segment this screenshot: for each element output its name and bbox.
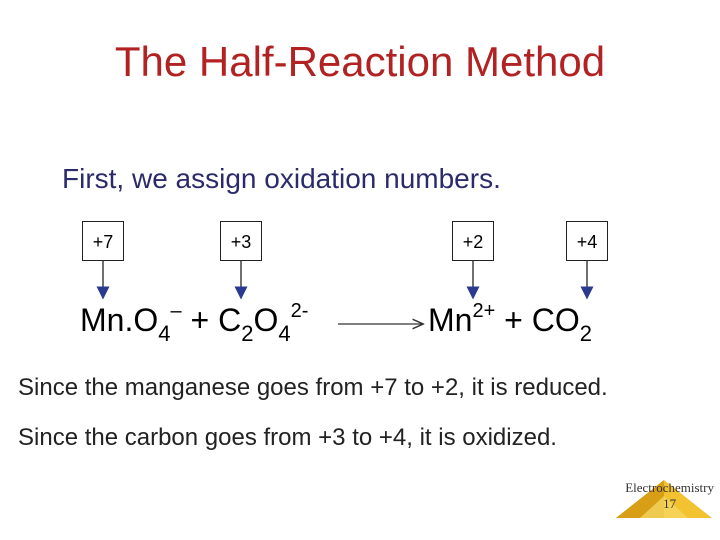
ox-number-box-mn-reactant: +7 <box>82 221 124 261</box>
oxalate-carbon: C <box>218 302 242 338</box>
carbon-dioxide-subscript: 2 <box>579 321 592 346</box>
carbon-dioxide: CO <box>531 302 580 338</box>
equation-reactants <box>80 300 308 347</box>
oxalate-oxygen: O <box>253 302 279 338</box>
plus-sign-products: + <box>504 302 523 338</box>
plus-sign-reactants: + <box>190 302 210 338</box>
ox-number-box-c-product: +4 <box>566 221 608 261</box>
footer-label <box>625 480 714 512</box>
slide-number: 17 <box>663 496 677 511</box>
manganese-ion-charge: 2+ <box>472 300 496 322</box>
oxalate-oxygen-subscript: 4 <box>278 321 291 346</box>
oxalate-charge: 2- <box>290 300 309 322</box>
explanation-line-carbon: Since the carbon goes from +3 to +4, it is oxidized. <box>18 424 557 451</box>
ox-number-box-c-reactant: +3 <box>220 221 262 261</box>
manganese-ion: Mn <box>428 302 473 338</box>
slide-title: The Half-Reaction Method <box>114 38 606 85</box>
footer-course-name: Electrochemistry <box>625 480 714 495</box>
explanation-line-manganese: Since the manganese goes from +7 to +2, it is reduced. <box>18 374 608 401</box>
slide-subtitle: First, we assign oxidation numbers. <box>62 163 501 194</box>
permanganate-formula: Mn.O <box>80 302 159 338</box>
equation-products <box>428 300 592 347</box>
permanganate-subscript: 4 <box>158 321 171 346</box>
permanganate-charge: – <box>170 300 182 322</box>
oxalate-carbon-subscript: 2 <box>241 321 254 346</box>
ox-number-box-mn-product: +2 <box>452 221 494 261</box>
